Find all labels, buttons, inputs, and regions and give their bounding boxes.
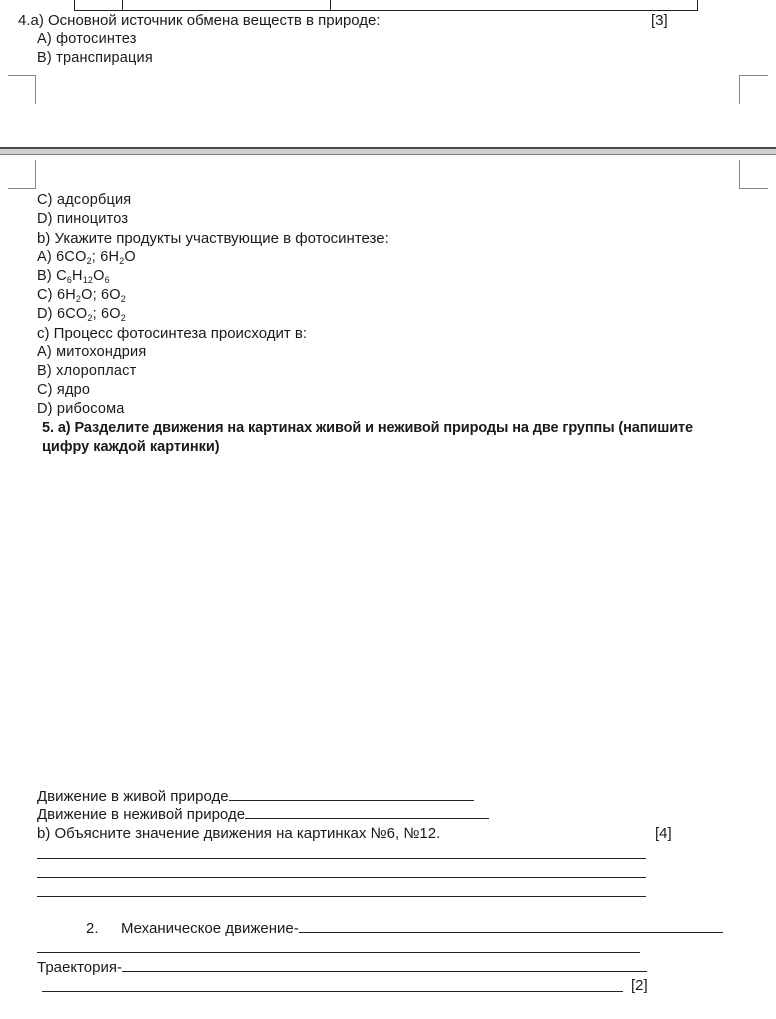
q4b-question: b) Укажите продукты участвующие в фотосинтезе: xyxy=(37,230,389,247)
q2-points: [2] xyxy=(631,977,648,994)
top-table-col-3 xyxy=(330,0,331,10)
q5b-question: b) Объясните значение движения на картинках №6, №12. xyxy=(37,825,441,842)
q2-trajectory-label: Траектория- xyxy=(37,959,122,976)
q4c-option-a: А) митохондрия xyxy=(37,344,147,360)
q4a-option-b: В) транспирация xyxy=(37,50,153,66)
q4c-option-c: С) ядро xyxy=(37,382,91,398)
q2-answer-line-4[interactable] xyxy=(42,991,623,992)
nonliving-nature-answer-line[interactable] xyxy=(245,806,489,819)
page-corner-top-right xyxy=(739,160,768,189)
q4c-option-b: В) хлоропласт xyxy=(37,363,137,379)
top-table-col-4 xyxy=(697,0,698,10)
living-nature-answer-line[interactable] xyxy=(229,788,474,801)
q2-answer-line-2[interactable] xyxy=(37,952,640,953)
top-table-col-1 xyxy=(74,0,75,10)
q4b-option-b: В) $C_6H_{12}O_6$ xyxy=(37,268,110,285)
q4a-question: 4.a) Основной источник обмена веществ в природе: xyxy=(18,12,381,29)
top-table-col-2 xyxy=(122,0,123,10)
q5b-answer-line-1[interactable] xyxy=(37,858,646,859)
q4a-option-d: D) пиноцитоз xyxy=(37,211,129,227)
q4a-points: [3] xyxy=(651,12,668,29)
page-corner-bottom-right xyxy=(739,75,768,104)
page-corner-bottom-left xyxy=(8,75,36,104)
q4a-option-a: А) фотосинтез xyxy=(37,31,137,47)
q5b-answer-line-3[interactable] xyxy=(37,896,646,897)
q2-mechanical-row xyxy=(121,919,723,938)
living-nature-row xyxy=(37,787,474,806)
q2-mechanical-answer-line[interactable] xyxy=(299,920,723,933)
q4c-question: с) Процесс фотосинтеза происходит в: xyxy=(37,325,308,342)
q4b-option-c: С) $6H_2O$; $6O_2$ xyxy=(37,287,126,304)
q5a-question-line1: 5. а) Разделите движения на картинах живой и неживой природы на две группы (напишите xyxy=(42,420,694,436)
page-corner-top-left xyxy=(8,160,36,189)
living-nature-label: Движение в живой природе xyxy=(37,788,229,805)
nonliving-nature-label: Движение в неживой природе xyxy=(37,806,246,823)
q4b-option-a: А) $6CO_2$; $6H_2O$ xyxy=(37,249,136,266)
q4a-option-c: С) адсорбция xyxy=(37,192,132,208)
nonliving-nature-row xyxy=(37,805,489,824)
q5b-answer-line-2[interactable] xyxy=(37,877,646,878)
q2-number: 2. xyxy=(86,920,99,937)
q4b-option-d: D) $6CO_2$; $6O_2$ xyxy=(37,306,126,323)
q4c-option-d: D) рибосома xyxy=(37,401,125,417)
q2-trajectory-row xyxy=(37,958,647,977)
q2-mechanical-label: Механическое движение- xyxy=(121,920,299,937)
q5a-question-line2: цифру каждой картинки) xyxy=(42,439,220,455)
q2-trajectory-answer-line[interactable] xyxy=(122,959,647,972)
q5b-points: [4] xyxy=(655,825,672,842)
page-separator xyxy=(0,147,776,155)
